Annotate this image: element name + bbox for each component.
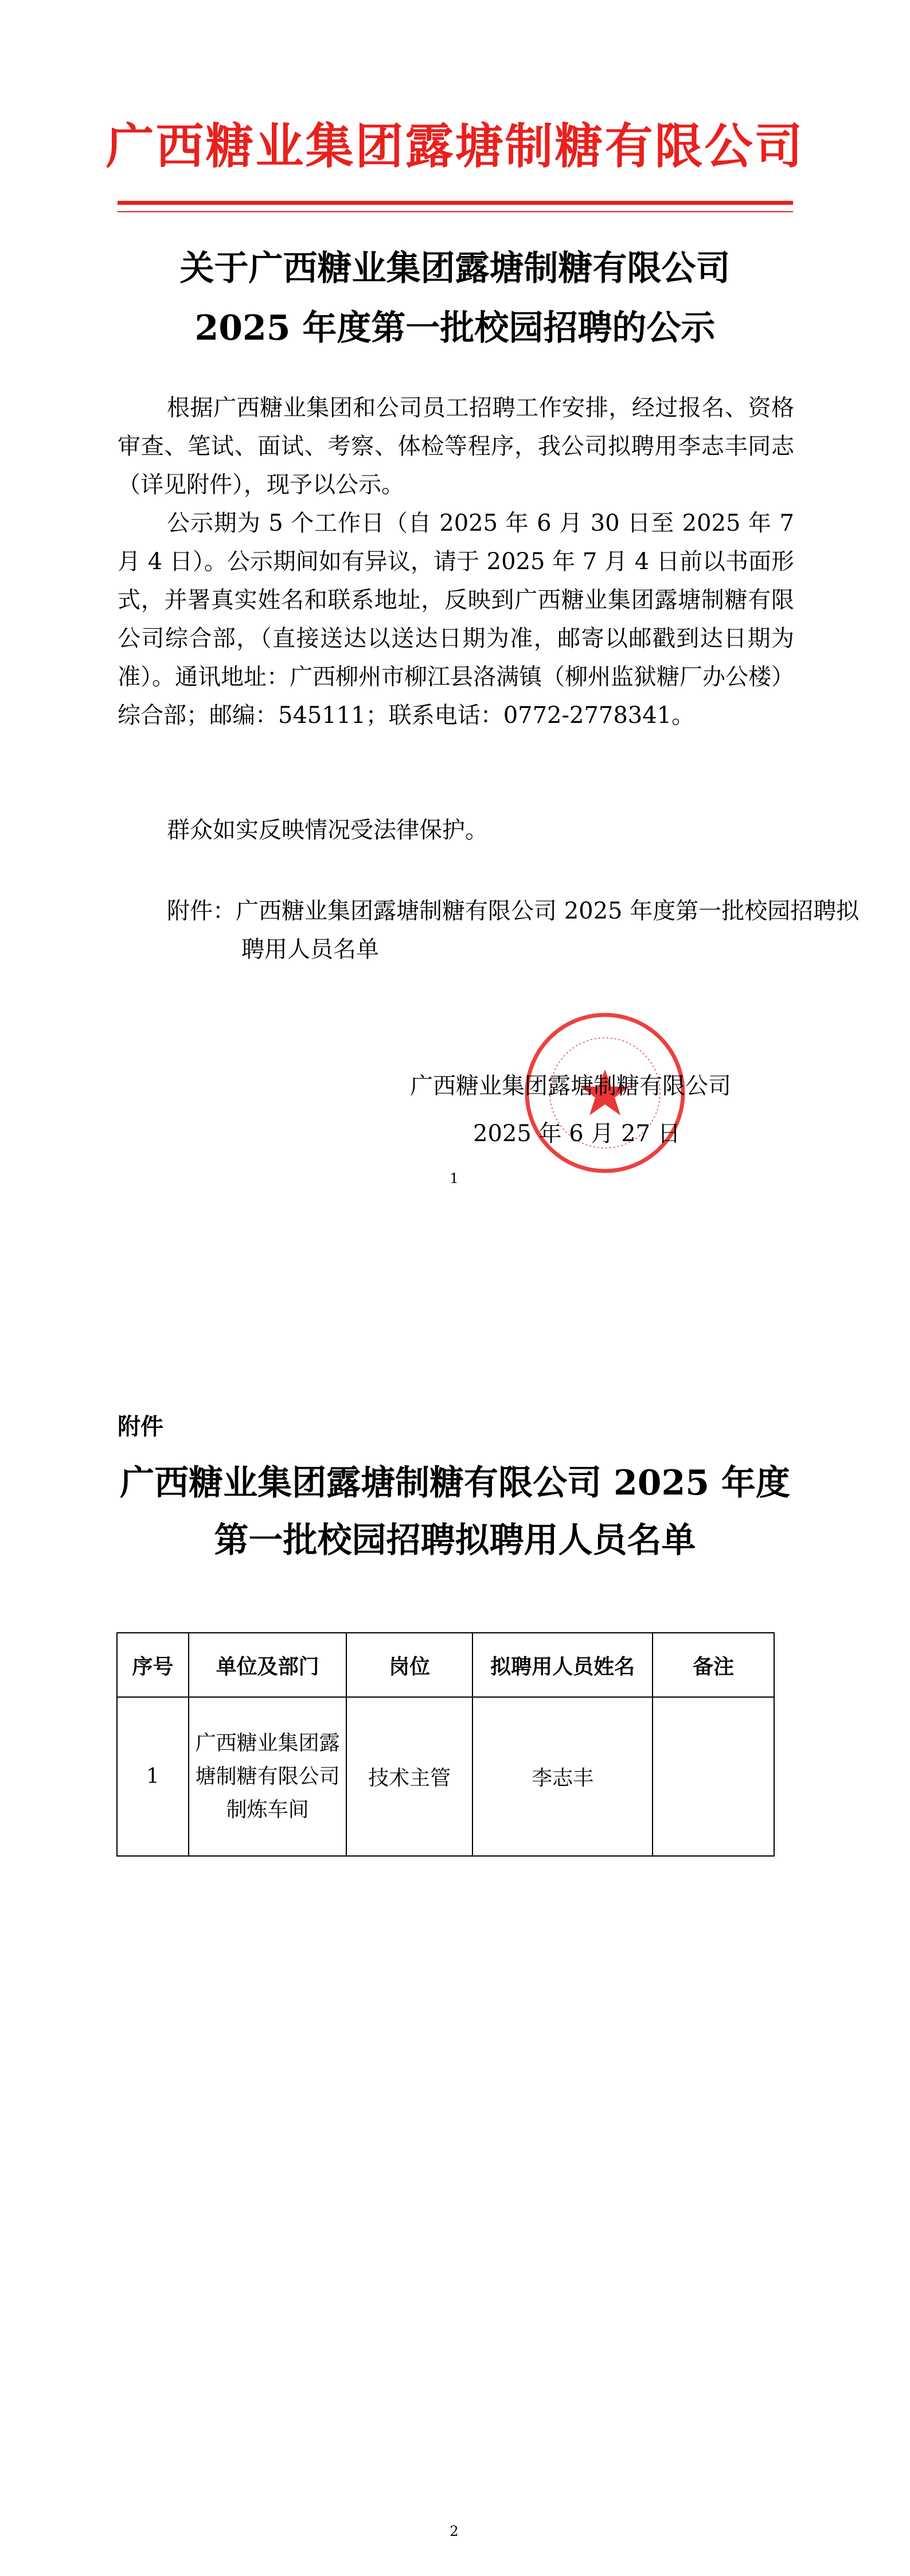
cell-note — [653, 1697, 774, 1856]
header-unit: 单位及部门 — [189, 1633, 347, 1697]
header-index: 序号 — [117, 1633, 189, 1697]
letterhead-rule-thick — [118, 201, 793, 205]
annex-title-line1: 广西糖业集团露塘制糖有限公司 2025 年度 — [120, 1463, 790, 1503]
cell-name: 李志丰 — [472, 1697, 653, 1856]
page-number-2: 2 — [450, 2523, 459, 2539]
table-header-row — [117, 1633, 774, 1697]
cell-position: 技术主管 — [346, 1697, 472, 1856]
signature-org: 广西糖业集团露塘制糖有限公司 — [410, 1073, 731, 1099]
roster-table — [116, 1632, 775, 1857]
annex-label: 附件 — [118, 1413, 163, 1440]
page-number-1: 1 — [450, 1170, 459, 1186]
signature-date: 2025 年 6 月 27 日 — [473, 1120, 681, 1147]
doc-title-line2: 2025 年度第一批校园招聘的公示 — [194, 308, 716, 348]
doc-title-line1: 关于广西糖业集团露塘制糖有限公司 — [179, 248, 731, 289]
annex-title-line2: 第一批校园招聘拟聘用人员名单 — [214, 1520, 696, 1561]
header-position: 岗位 — [346, 1633, 472, 1697]
letterhead-company-name: 广西糖业集团露塘制糖有限公司 — [106, 118, 804, 174]
attachment-note: 附件：广西糖业集团露塘制糖有限公司 2025 年度第一批校园招聘拟聘用人员名单 — [167, 898, 860, 963]
cell-index: 1 — [117, 1697, 189, 1856]
header-note: 备注 — [653, 1633, 774, 1697]
letterhead-rule-thin — [118, 211, 793, 212]
body-paragraph-3: 群众如实反映情况受法律保护。 — [167, 817, 488, 843]
body-paragraph-1: 根据广西糖业集团和公司员工招聘工作安排，经过报名、资格审查、笔试、面试、考察、体检等程序，我公司拟聘用李志丰同志（详见附件），现予以公示。 — [118, 395, 794, 498]
table-row — [117, 1697, 774, 1856]
body-paragraph-2: 公示期为 5 个工作日（自 2025 年 6 月 30 日至 2025 年 7 月 4 日）。公示期间如有异议，请于 2025 年 7 月 4 日前以书面形式，并署真实姓名和联系地址，反映到广西糖业集团露塘制糖有限公司综合部，（直接送达以送达日期为准，邮寄以邮戳到达日期为准）。通讯地址：广西柳州市柳江县洛满镇（柳州监狱糖厂办公楼）综合部；邮编：545111；联系电话：0772-2778341。 — [118, 510, 794, 729]
cell-unit: 广西糖业集团露塘制糖有限公司制炼车间 — [189, 1697, 347, 1856]
header-name: 拟聘用人员姓名 — [472, 1633, 653, 1697]
